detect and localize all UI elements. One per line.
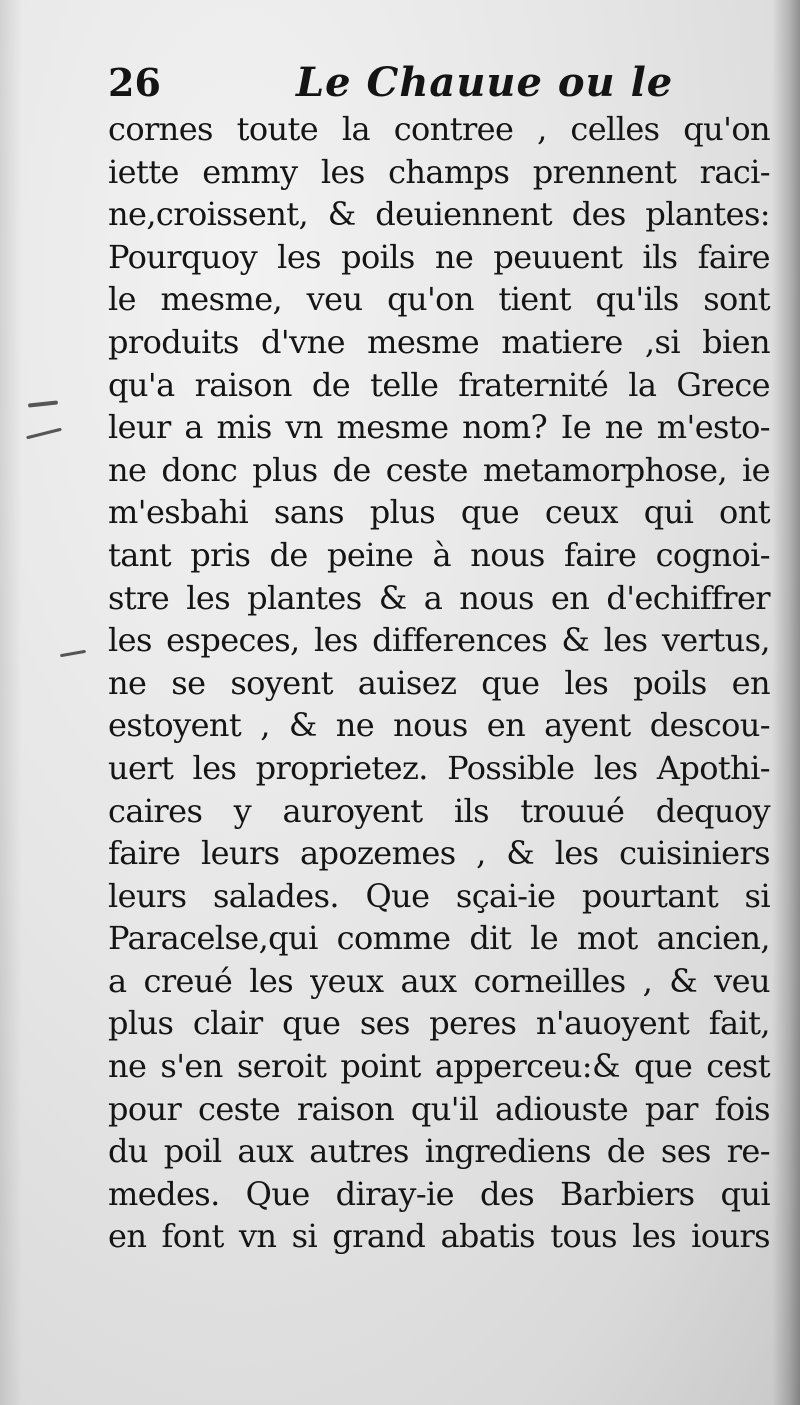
text-line: du poil aux autres ingrediens de ses re-	[108, 1132, 770, 1171]
text-line: a creué les yeux aux corneilles , & veu	[108, 961, 770, 1000]
text-line: m'esbahi sans plus que ceux qui ont	[108, 493, 770, 532]
text-line: faire leurs apozemes , & les cuisiniers	[108, 834, 770, 873]
ink-mark	[28, 400, 58, 407]
text-line: Pourquoy les poils ne peuuent ils faire	[108, 237, 770, 276]
text-line: ne se soyent auisez que les poils en	[108, 663, 770, 702]
text-line: cornes toute la contree , celles qu'on	[108, 110, 770, 148]
text-line: le mesme, veu qu'on tient qu'ils sont	[108, 280, 770, 319]
running-title: Le Chauue ou le	[296, 59, 674, 106]
text-line: ne donc plus de ceste metamorphose, ie	[108, 450, 770, 489]
text-line: produits d'vne mesme matiere ,si bien	[108, 322, 770, 361]
text-line: plus clair que ses peres n'auoyent fait,	[108, 1004, 770, 1043]
text-line: leur a mis vn mesme nom? Ie ne m'esto-	[108, 408, 770, 447]
text-line: Paracelse,qui comme dit le mot ancien,	[108, 919, 770, 958]
text-line: en font vn si grand abatis tous les iours	[108, 1217, 770, 1256]
text-line: tant pris de peine à nous faire cognoi-	[108, 535, 770, 574]
text-line: leurs salades. Que sçai-ie pourtant si	[108, 876, 770, 915]
page-shadow-left	[0, 0, 22, 1405]
text-line: caires y auroyent ils trouué dequoy	[108, 791, 770, 830]
text-line: pour ceste raison qu'il adiouste par fois	[108, 1089, 770, 1128]
page-shadow-right	[772, 0, 800, 1405]
text-line: stre les plantes & a nous en d'echiffrer	[108, 578, 770, 617]
text-line: iette emmy les champs prennent raci-	[108, 152, 770, 191]
page-header	[108, 58, 768, 108]
text-line: medes. Que diray-ie des Barbiers qui	[108, 1174, 770, 1213]
text-line: qu'a raison de telle fraternité la Grece	[108, 365, 770, 404]
text-line: estoyent , & ne nous en ayent descou-	[108, 706, 770, 745]
ink-mark	[26, 428, 62, 440]
body-text	[108, 108, 770, 1258]
text-line: uert les proprietez. Possible les Apothi-	[108, 748, 770, 787]
text-line: ne,croissent, & deuiennent des plantes:	[108, 195, 770, 234]
ink-mark	[60, 650, 86, 657]
page-number: 26	[108, 60, 161, 105]
text-line: les especes, les differences & les vertus,	[108, 621, 770, 660]
text-line: ne s'en seroit point apperceu:& que cest	[108, 1047, 770, 1086]
